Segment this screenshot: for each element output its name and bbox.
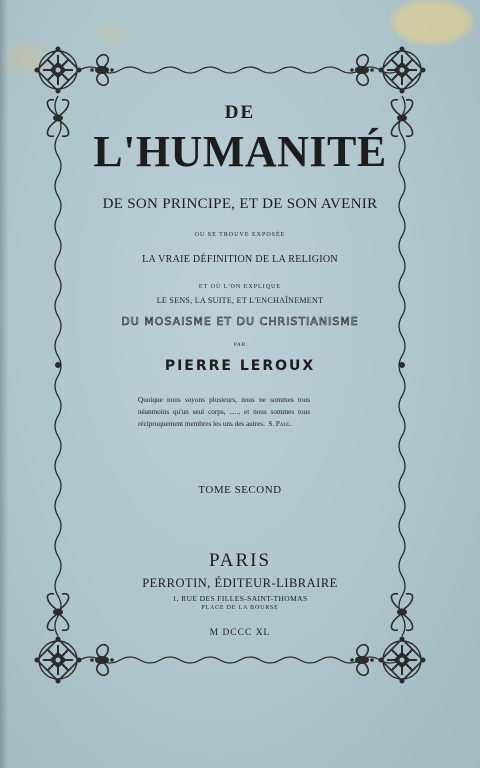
corner-knot-ornament [379, 47, 426, 94]
publication-date: M DCCC XL [209, 628, 271, 638]
epigraph-signature: S. Paul. [268, 420, 292, 428]
corner-knot-ornament [35, 47, 82, 94]
fleuron-ornament [47, 594, 68, 631]
author-name: PIERRE LEROUX [164, 358, 316, 374]
par-label: PAR [233, 343, 247, 348]
publisher-address: 1, RUE DES FILLES-SAINT-THOMAS [172, 594, 308, 603]
volume-label: TOME SECOND [198, 484, 282, 496]
corner-knot-ornament [35, 637, 82, 684]
publisher: PERROTIN, ÉDITEUR-LIBRAIRE [142, 576, 338, 590]
line-mosaisme: DU MOSAISME ET DU CHRISTIANISME [121, 315, 359, 328]
line-et-ou: ET OÙ L'ON EXPLIQUE [198, 284, 282, 290]
epigraph [138, 394, 310, 430]
main-title: L'HUMANITÉ [93, 127, 387, 176]
line-ou-se-trouve: OU SE TROUVE EXPOSÉE [194, 232, 286, 238]
line-religion: LA VRAIE DÉFINITION DE LA RELIGION [142, 254, 338, 265]
imprint-city: PARIS [208, 550, 272, 571]
epigraph-text: Quoique nous soyons plusieurs, nous ne sommes tous néanmoins qu'un seul corps, ....., et nous sommes tous réciproquement membres les uns des autres. [138, 396, 310, 428]
line-sens: LE SENS, LA SUITE, ET L'ENCHAÎNEMENT [156, 296, 324, 305]
top-border [80, 55, 400, 86]
publisher-place: PLACE DE LA BOURSE [201, 605, 279, 611]
corner-knot-ornament [379, 637, 426, 684]
left-border [47, 96, 68, 636]
fleuron-ornament [90, 55, 114, 86]
title-prefix: DE [224, 102, 256, 123]
bottom-border [80, 645, 400, 676]
fleuron-ornament [90, 645, 114, 676]
subtitle: DE SON PRINCIPE, ET DE SON AVENIR [102, 196, 378, 212]
fleuron-ornament [350, 645, 374, 676]
fleuron-ornament [350, 55, 374, 86]
